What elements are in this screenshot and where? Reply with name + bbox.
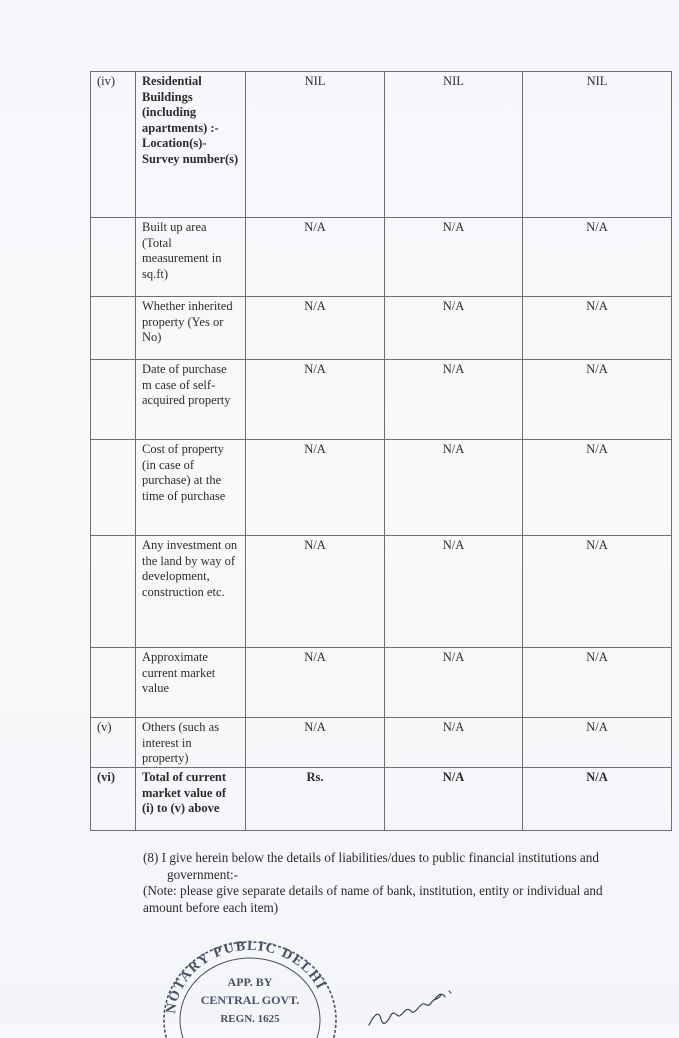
value-cell: N/A <box>523 218 672 297</box>
value-cell: N/A <box>246 648 385 718</box>
value-cell: N/A <box>523 718 672 768</box>
stamp-line3: REGN. 1625 <box>220 1013 280 1025</box>
value-cell: N/A <box>523 297 672 360</box>
row-label: Approximate current market value <box>136 648 246 718</box>
row-number <box>91 218 136 297</box>
row-number: (vi) <box>91 768 136 831</box>
value-cell: N/A <box>523 648 672 718</box>
row-number: (iv) <box>91 72 136 218</box>
row-number <box>91 440 136 536</box>
signature-icon <box>365 985 475 1030</box>
row-number <box>91 360 136 440</box>
value-cell: NIL <box>385 72 523 218</box>
value-cell: N/A <box>385 768 523 831</box>
value-cell: N/A <box>246 718 385 768</box>
value-cell: N/A <box>523 360 672 440</box>
row-label: Cost of property (in case of purchase) at the time of purchase <box>136 440 246 536</box>
value-cell: N/A <box>385 360 523 440</box>
value-cell: NIL <box>246 72 385 218</box>
table-row <box>91 297 672 360</box>
value-cell: N/A <box>385 536 523 648</box>
assets-table <box>90 71 672 831</box>
table-row-total <box>91 768 672 831</box>
table-row <box>91 360 672 440</box>
liabilities-heading-line2: government:- <box>167 866 239 882</box>
note-line2: amount before each item) <box>143 899 279 915</box>
table-row <box>91 440 672 536</box>
value-cell: N/A <box>246 360 385 440</box>
value-cell: N/A <box>385 718 523 768</box>
value-cell: N/A <box>523 768 672 831</box>
table-row <box>91 536 672 648</box>
value-cell: N/A <box>385 440 523 536</box>
row-label: Residential Buildings (including apartments) :- Location(s)- Survey number(s) <box>136 72 246 218</box>
value-cell: Rs. <box>246 768 385 831</box>
row-label: Total of current market value of (i) to (v) above <box>136 768 246 831</box>
table-row <box>91 72 672 218</box>
value-cell: N/A <box>385 218 523 297</box>
table-row <box>91 718 672 768</box>
row-number <box>91 648 136 718</box>
row-label: Whether inherited property (Yes or No) <box>136 297 246 360</box>
table-row <box>91 218 672 297</box>
value-cell: N/A <box>246 297 385 360</box>
liabilities-heading-line1: (8) I give herein below the details of liabilities/dues to public financial institutions and <box>143 850 599 865</box>
table-row <box>91 648 672 718</box>
row-number <box>91 297 136 360</box>
row-number <box>91 536 136 648</box>
value-cell: N/A <box>523 536 672 648</box>
value-cell: N/A <box>246 440 385 536</box>
value-cell: N/A <box>246 218 385 297</box>
row-label: Others (such as interest in property) <box>136 718 246 768</box>
stamp-arc-text: NOTARY PUBLIC DELHI <box>163 938 329 1015</box>
stamp-line2: CENTRAL GOVT. <box>200 993 300 1007</box>
value-cell: N/A <box>246 536 385 648</box>
value-cell: N/A <box>385 297 523 360</box>
note-line1: (Note: please give separate details of name of bank, institution, entity or individual and <box>143 883 603 898</box>
row-number: (v) <box>91 718 136 768</box>
notary-stamp <box>155 928 345 1038</box>
row-label: Built up area (Total measurement in sq.ft) <box>136 218 246 297</box>
liabilities-section <box>143 850 673 916</box>
value-cell: NIL <box>523 72 672 218</box>
row-label: Any investment on the land by way of development, construction etc. <box>136 536 246 648</box>
value-cell: N/A <box>385 648 523 718</box>
value-cell: N/A <box>523 440 672 536</box>
stamp-line1: APP. BY <box>227 975 273 989</box>
row-label: Date of purchase m case of self-acquired property <box>136 360 246 440</box>
